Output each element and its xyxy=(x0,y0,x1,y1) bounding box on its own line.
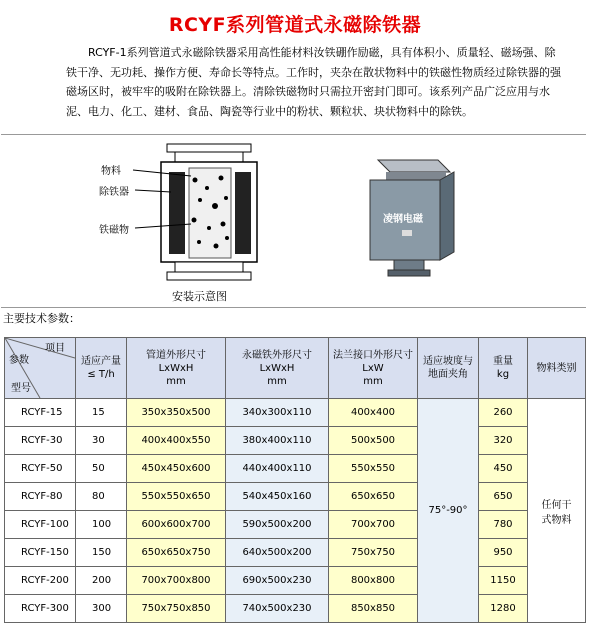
corner-mid: 参数 xyxy=(9,355,29,366)
cell-weight: 950 xyxy=(479,539,528,567)
corner-top: 项目 xyxy=(45,343,65,354)
cell-pipe: 550x550x650 xyxy=(127,483,226,511)
cell-weight: 780 xyxy=(479,511,528,539)
label-material: 物料 xyxy=(101,166,121,177)
cell-magnet: 690x500x230 xyxy=(226,567,329,595)
cell-flange: 800x800 xyxy=(329,567,418,595)
params-heading: 主要技术参数： xyxy=(3,312,80,325)
cell-magnet: 380x400x110 xyxy=(226,427,329,455)
page-title: RCYF系列管道式永磁除铁器 xyxy=(168,14,422,36)
cell-model: RCYF-100 xyxy=(5,511,76,539)
label-iron-remover: 除铁器 xyxy=(99,187,129,198)
table-row xyxy=(5,567,586,595)
cell-capacity: 15 xyxy=(76,399,127,427)
header-magnet: 永磁铁外形尺寸 LxWxH mm xyxy=(226,338,329,399)
cell-model: RCYF-150 xyxy=(5,539,76,567)
cell-flange: 750x750 xyxy=(329,539,418,567)
table-header-row xyxy=(5,338,586,399)
cell-flange: 700x700 xyxy=(329,511,418,539)
cell-pipe: 650x650x750 xyxy=(127,539,226,567)
table-row xyxy=(5,483,586,511)
cell-pipe: 350x350x500 xyxy=(127,399,226,427)
cell-weight: 1280 xyxy=(479,595,528,623)
cell-weight: 450 xyxy=(479,455,528,483)
table-row xyxy=(5,511,586,539)
photo-brand-text: 凌钢电磁 xyxy=(383,214,423,225)
corner-header xyxy=(5,338,76,399)
table-row xyxy=(5,539,586,567)
header-capacity: 适应产量 ≤ T/h xyxy=(76,338,127,399)
cell-model: RCYF-50 xyxy=(5,455,76,483)
cell-capacity: 200 xyxy=(76,567,127,595)
table-row xyxy=(5,399,586,427)
label-ferrous-matter: 铁磁物 xyxy=(99,225,129,236)
cell-pipe: 750x750x850 xyxy=(127,595,226,623)
cell-capacity: 50 xyxy=(76,455,127,483)
cell-magnet: 740x500x230 xyxy=(226,595,329,623)
cell-magnet: 640x500x200 xyxy=(226,539,329,567)
cell-magnet: 540x450x160 xyxy=(226,483,329,511)
cell-weight: 650 xyxy=(479,483,528,511)
table-row xyxy=(5,427,586,455)
cell-magnet: 590x500x200 xyxy=(226,511,329,539)
header-weight: 重量 kg xyxy=(479,338,528,399)
cell-flange: 400x400 xyxy=(329,399,418,427)
header-pipe: 管道外形尺寸 LxWxH mm xyxy=(127,338,226,399)
cell-material: 任何干 式物料 xyxy=(528,399,586,623)
header-slope: 适应坡度与 地面夹角 xyxy=(418,338,479,399)
cell-capacity: 300 xyxy=(76,595,127,623)
intro-paragraph: RCYF-1系列管道式永磁除铁器采用高性能材料汝铁硼作励磁，具有体积小、质量轻、磁场强、除铁干净、无功耗、操作方便、寿命长等特点。工作时，夹杂在散状物料中的铁磁性物质经过除铁器的强磁场区时，被牢牢的吸附在除铁器上。清除铁磁物时只需拉开密封门即可。该系列产品广泛应用与水泥、电力、化工、建材、食品、陶瓷等行业中的粉状、颗粒状、块状物料中的除铁。 xyxy=(66,46,561,118)
spec-table xyxy=(4,337,586,623)
cell-pipe: 600x600x700 xyxy=(127,511,226,539)
cell-weight: 260 xyxy=(479,399,528,427)
cell-model: RCYF-300 xyxy=(5,595,76,623)
cell-pipe: 700x700x800 xyxy=(127,567,226,595)
cell-magnet: 440x400x110 xyxy=(226,455,329,483)
header-material: 物料类别 xyxy=(528,338,586,399)
installation-diagram xyxy=(95,140,270,288)
diagram-caption: 安装示意图 xyxy=(172,290,227,303)
cell-weight: 1150 xyxy=(479,567,528,595)
table-row xyxy=(5,455,586,483)
table-row xyxy=(5,595,586,623)
figure-panel xyxy=(1,134,586,308)
cell-magnet: 340x300x110 xyxy=(226,399,329,427)
header-flange: 法兰接口外形尺寸 LxW mm xyxy=(329,338,418,399)
cell-model: RCYF-200 xyxy=(5,567,76,595)
cell-capacity: 100 xyxy=(76,511,127,539)
cell-pipe: 400x400x550 xyxy=(127,427,226,455)
cell-capacity: 30 xyxy=(76,427,127,455)
cell-capacity: 80 xyxy=(76,483,127,511)
cell-flange: 650x650 xyxy=(329,483,418,511)
cell-model: RCYF-15 xyxy=(5,399,76,427)
cell-flange: 550x550 xyxy=(329,455,418,483)
cell-capacity: 150 xyxy=(76,539,127,567)
corner-bottom: 型号 xyxy=(11,383,31,394)
cell-flange: 500x500 xyxy=(329,427,418,455)
cell-slope: 75°-90° xyxy=(418,399,479,623)
cell-flange: 850x850 xyxy=(329,595,418,623)
cell-pipe: 450x450x600 xyxy=(127,455,226,483)
cell-weight: 320 xyxy=(479,427,528,455)
cell-model: RCYF-80 xyxy=(5,483,76,511)
cell-model: RCYF-30 xyxy=(5,427,76,455)
